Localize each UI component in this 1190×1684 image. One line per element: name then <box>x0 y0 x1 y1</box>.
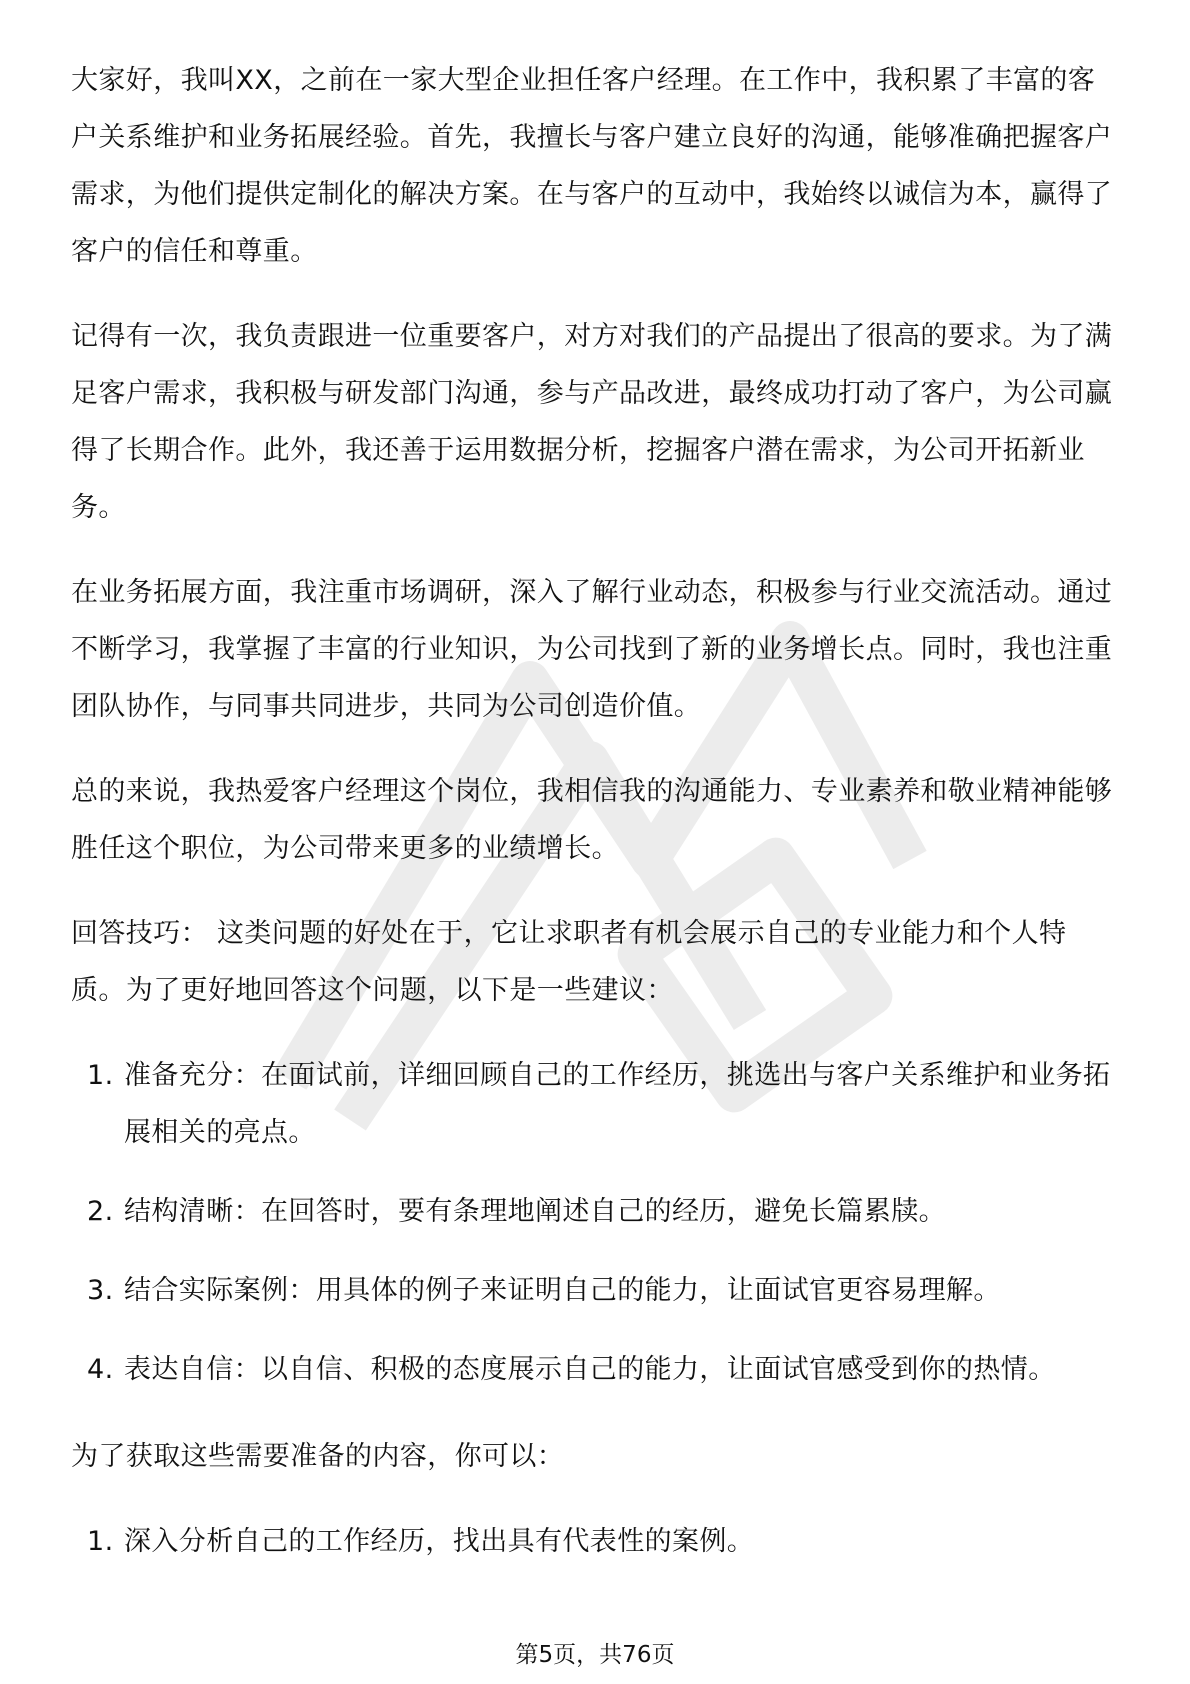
list-item-text: 表达自信：以自信、积极的态度展示自己的能力，让面试官感受到你的热情。 <box>124 1354 1056 1385</box>
list-number: 4. <box>87 1354 114 1385</box>
page-footer: 第5页，共76页 <box>515 1642 675 1668</box>
prep-intro-paragraph: 为了获取这些需要准备的内容，你可以： <box>71 1441 565 1472</box>
tips-list <box>71 1047 1121 1398</box>
intro-paragraph: 大家好，我叫XX，之前在一家大型企业担任客户经理。在工作中，我积累了丰富的客户关系维护和业务拓展经验。首先，我擅长与客户建立良好的沟通，能够准确把握客户需求，为他们提供定制化的解决方案。在与客户的互动中，我始终以诚信为本，赢得了客户的信任和尊重。 <box>71 65 1113 267</box>
list-item-text: 结构清晰：在回答时，要有条理地阐述自己的经历，避免长篇累牍。 <box>124 1196 946 1227</box>
list-item-text: 结合实际案例：用具体的例子来证明自己的能力，让面试官更容易理解。 <box>124 1275 1001 1306</box>
summary-paragraph: 总的来说，我热爱客户经理这个岗位，我相信我的沟通能力、专业素养和敬业精神能够胜任这个职位，为公司带来更多的业绩增长。 <box>71 776 1113 864</box>
list-item <box>71 1262 1121 1319</box>
list-item <box>71 1183 1121 1240</box>
prep-list <box>71 1513 1121 1570</box>
story-paragraph: 记得有一次，我负责跟进一位重要客户，对方对我们的产品提出了很高的要求。为了满足客户需求，我积极与研发部门沟通，参与产品改进，最终成功打动了客户，为公司赢得了长期合作。此外，我还善于运用数据分析，挖掘客户潜在需求，为公司开拓新业务。 <box>71 321 1113 523</box>
list-item-text: 准备充分：在面试前，详细回顾自己的工作经历，挑选出与客户关系维护和业务拓展相关的亮点。 <box>124 1060 1111 1148</box>
business-paragraph: 在业务拓展方面，我注重市场调研，深入了解行业动态，积极参与行业交流活动。通过不断学习，我掌握了丰富的行业知识，为公司找到了新的业务增长点。同时，我也注重团队协作，与同事共同进步，共同为公司创造价值。 <box>71 577 1113 722</box>
list-item-text: 深入分析自己的工作经历，找出具有代表性的案例。 <box>124 1526 755 1557</box>
list-item <box>71 1341 1121 1398</box>
tips-intro-paragraph: 回答技巧： 这类问题的好处在于，它让求职者有机会展示自己的专业能力和个人特质。为了更好地回答这个问题，以下是一些建议： <box>71 918 1067 1006</box>
list-number: 1. <box>87 1060 114 1091</box>
list-item <box>71 1513 1121 1570</box>
list-number: 1. <box>87 1526 114 1557</box>
list-number: 3. <box>87 1275 114 1306</box>
list-number: 2. <box>87 1196 114 1227</box>
list-item <box>71 1047 1121 1161</box>
document-body <box>71 52 1121 1600</box>
